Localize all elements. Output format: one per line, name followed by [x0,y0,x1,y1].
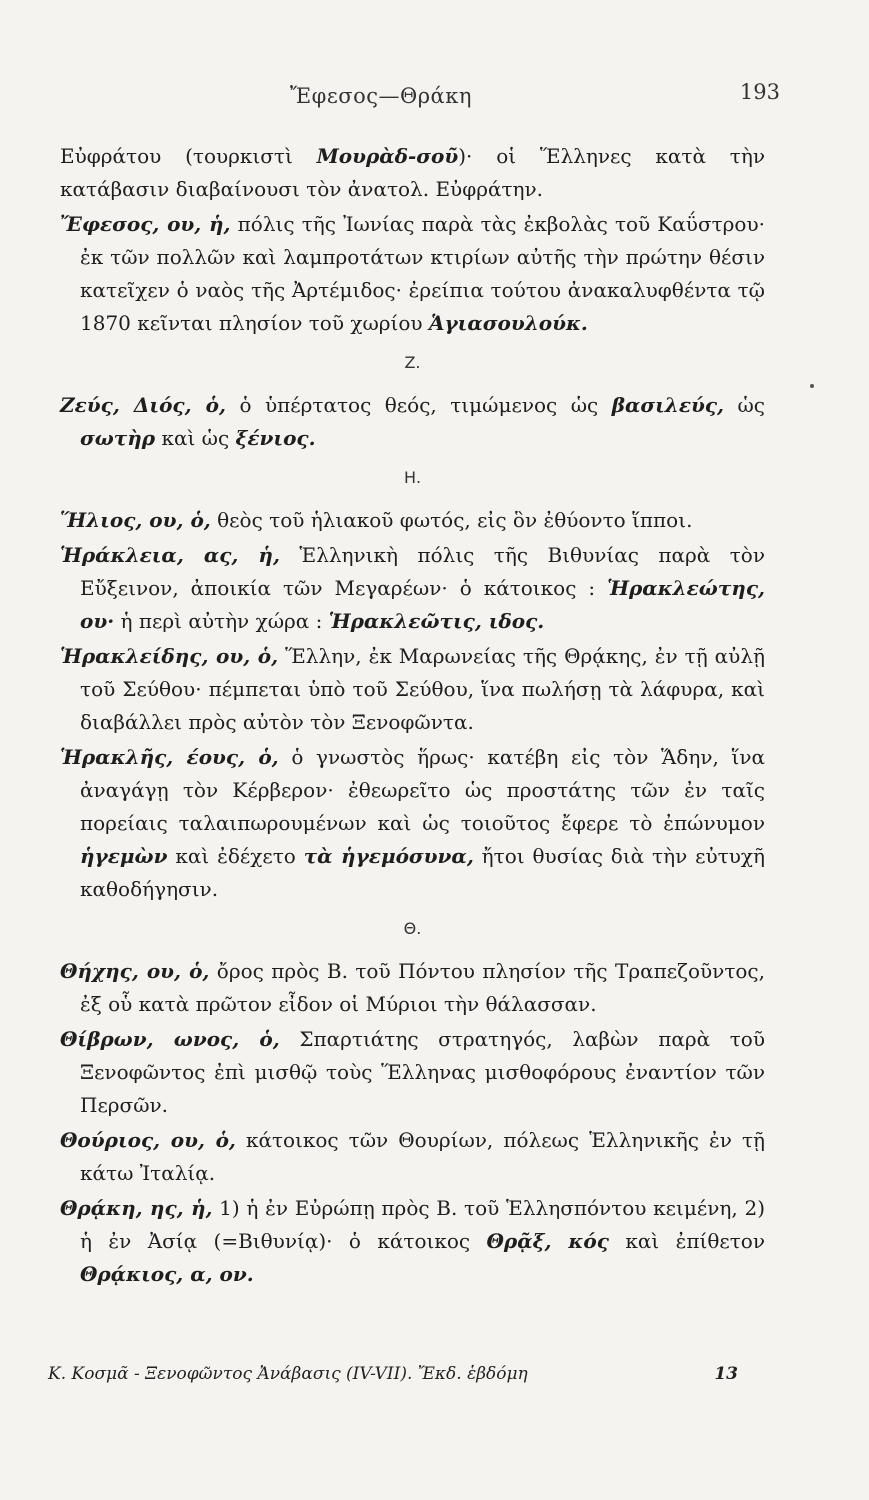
section-letter-eta: Η. [403,468,422,487]
entry-thibron: Θίβρων, ωνος, ὁ, Σπαρτιάτης στρατηγός, λαβὼν παρὰ τοῦ Ξενοφῶντος ἐπὶ μισθῷ τοὺς Ἕλληνας μισθοφόρους ἐναντίον τῶν Περσῶν. [60,1027,765,1117]
signature-mark: 13 [714,1364,738,1384]
glossary-body [60,140,765,1293]
headword: Ἡράκλεια, ας, ἡ, [60,543,280,567]
page-footer [48,1364,738,1394]
headword: Θήχης, ου, ὁ, [60,959,210,983]
section-letter-theta: Θ. [403,919,422,938]
headword: Ἥλιος, ου, ὁ, [60,508,211,532]
page-number: 193 [739,80,780,104]
footer-imprint: Κ. Κοσμᾶ - Ξενοφῶντος Ἀνάβασις (IV-VII). Ἔκδ. ἑβδόμη [48,1364,528,1384]
headword: Ἡρακλῆς, έους, ὁ, [60,745,279,769]
entry-herakleia: Ἡράκλεια, ας, ἡ, Ἑλληνικὴ πόλις τῆς Βιθυνίας παρὰ τὸν Εὔξεινον, ἀποικία τῶν Μεγαρέων· ὁ κάτοικος : Ἡρακλεώτης, ου· ἡ περὶ αὐτὴν χώρα : Ἡρακλεῶτις, ιδος. [60,543,765,633]
headword: Θίβρων, ωνος, ὁ, [60,1027,280,1051]
headword: Ἡρακλείδης, ου, ὁ, [60,644,279,668]
entry-herakleides: Ἡρακλείδης, ου, ὁ, Ἕλλην, ἐκ Μαρωνείας τῆς Θρᾴκης, ἐν τῇ αὐλῇ τοῦ Σεύθου· πέμπεται ὑπὸ τοῦ Σεύθου, ἵνα πωλήσῃ τὰ λάφυρα, καὶ διαβάλλει πρὸς αὐτὸν τὸν Ξενοφῶντα. [60,644,765,734]
entry-helios: Ἥλιος, ου, ὁ, θεὸς τοῦ ἡλιακοῦ φωτός, εἰς ὃν ἐθύοντο ἵπποι. [60,508,693,532]
headword: Ἔφεσος, ου, ἡ, [60,212,231,236]
headword: Ζεύς, Διός, ὁ, [60,393,226,417]
page-header [60,80,780,124]
entry-thrake: Θρᾴκη, ης, ἡ, 1) ἡ ἐν Εὐρώπῃ πρὸς Β. τοῦ Ἑλλησπόντου κειμένη, 2) ἡ ἐν Ἀσίᾳ (=Βιθυνίᾳ)· ὁ κάτοικος Θρᾷξ, κός καὶ ἐπίθετον Θρᾴκιος, α, ον. [60,1196,765,1286]
entry-herakles: Ἡρακλῆς, έους, ὁ, ὁ γνωστὸς ἥρως· κατέβη εἰς τὸν Ἅδην, ἵνα ἀναγάγῃ τὸν Κέρβερον· ἐθεωρεῖτο ὡς προστάτης τῶν ἐν ταῖς πορείαις ταλαιπωρουμένων καὶ ὡς τοιοῦτος ἔφερε τὸ ἐπώνυμον ἡγεμὼν καὶ ἐδέχετο τὰ ἡγεμόσυνα, ἤτοι θυσίας διὰ τὴν εὐτυχῆ καθοδήγησιν. [60,745,766,901]
section-letter-zeta: Ζ. [404,353,421,372]
headword: Θούριος, ου, ὁ, [60,1128,236,1152]
entry-efesos: Ἔφεσος, ου, ἡ, πόλις τῆς Ἰωνίας παρὰ τὰς ἐκβολὰς τοῦ Καΰστρου· ἐκ τῶν πολλῶν καὶ λαμπροτάτων κτιρίων αὐτῆς τὴν πρώτην θέσιν κατεῖχεν ὁ ναὸς τῆς Ἀρτέμιδος· ἐρείπια τούτου ἀνακαλυφθέντα τῷ 1870 κεῖνται πλησίον τοῦ χωρίου Ἁγιασουλούκ. [60,212,765,335]
entry-eufrates-continued: Εὐφράτου (τουρκιστὶ Μουρὰδ-σοῦ)· οἱ Ἕλληνες κατὰ τὴν κατάβασιν διαβαίνουσι τὸν ἀνατολ. Εὐφράτην. [60,144,765,201]
headword: Θρᾴκη, ης, ἡ, [60,1196,213,1220]
entry-thourios: Θούριος, ου, ὁ, κάτοικος τῶν Θουρίων, πόλεως Ἑλληνικῆς ἐν τῇ κάτω Ἰταλίᾳ. [60,1128,765,1185]
running-title: Ἔφεσος—Θράκη [290,84,472,108]
entry-zeus: Ζεύς, Διός, ὁ, ὁ ὑπέρτατος θεός, τιμώμενος ὡς βασιλεύς, ὡς σωτὴρ καὶ ὡς ξένιος. [60,393,765,450]
ink-speck [810,384,814,388]
entry-thekhes: Θήχης, ου, ὁ, ὄρος πρὸς Β. τοῦ Πόντου πλησίον τῆς Τραπεζοῦντος, ἐξ οὗ κατὰ πρῶτον εἶδον οἱ Μύριοι τὴν θάλασσαν. [60,959,765,1016]
